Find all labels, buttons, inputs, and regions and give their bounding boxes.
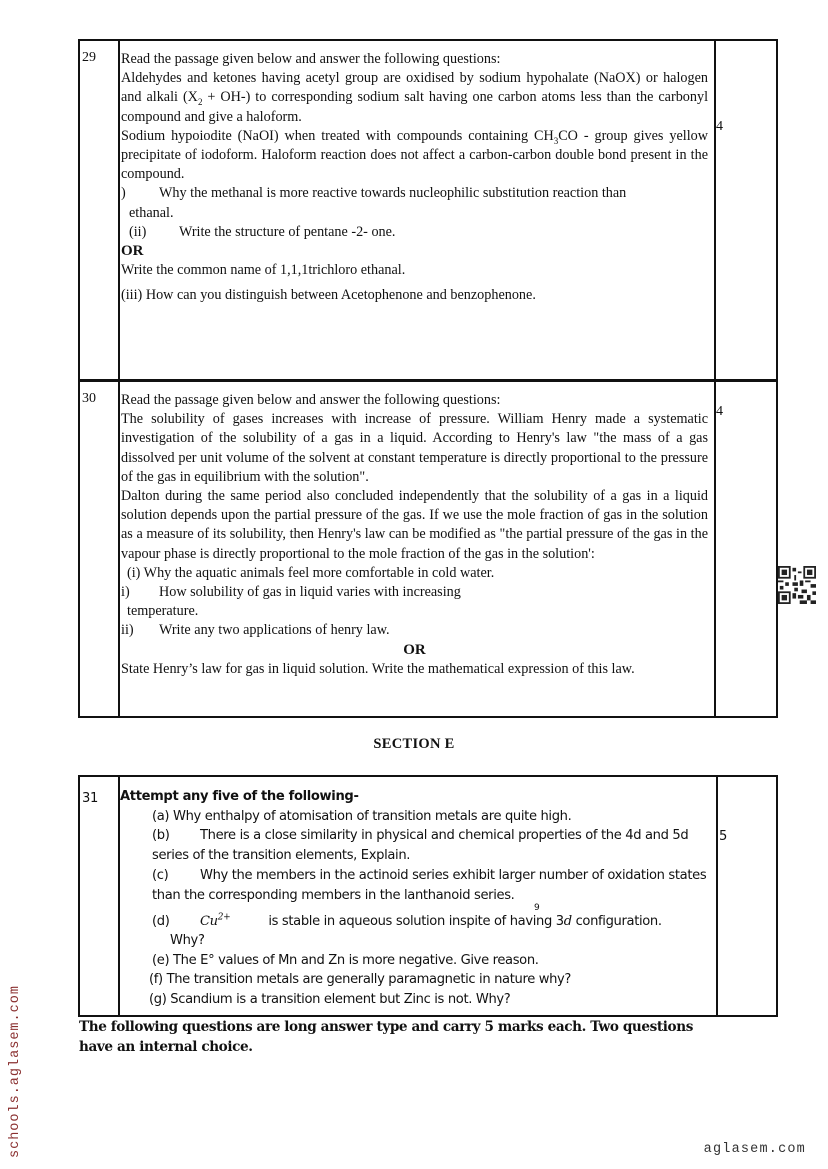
sub-question: (d) $Cu^{2+}$ is stable in aqueous solution inspite of having 3d configuration. bbox=[152, 912, 662, 929]
section-instructions: The following questions are long answer type and carry 5 marks each. Two questions have an internal choice. bbox=[79, 1019, 693, 1055]
sub-question: (i) Why the aquatic animals feel more comfortable in cold water. bbox=[127, 564, 495, 581]
passage-paragraph: Dalton during the same period also concluded independently that the solubility of a gas in a liquid solution depends upon the partial pressure of the gas. If we use the mole fraction of gas in the solution as a measure of its solubility, then Henry's law can be modified as "the partial pressure of the gas in the vapour phase is directly proportional to the mole fraction of the gas in the solution': bbox=[121, 488, 708, 562]
question-29-table bbox=[78, 39, 778, 381]
passage-paragraph: Sodium hypoiodite (NaOI) when treated with compounds containing $CH_3CO$ - group gives yellow precipitate of iodoform. Haloform reaction does not affect a carbon-carbon double bond present in the compound. bbox=[121, 127, 708, 183]
question-content bbox=[119, 381, 715, 717]
question-content bbox=[119, 776, 717, 1016]
sub-question-continued: ethanal. bbox=[129, 204, 174, 221]
qr-code-icon[interactable] bbox=[778, 566, 816, 604]
passage-intro: Read the passage given below and answer the following questions: bbox=[121, 51, 501, 67]
sub-question: ) Why the methanal is more reactive towards nucleophilic substitution reaction than bbox=[121, 185, 627, 202]
marks-cell bbox=[715, 381, 777, 717]
alternative-question: Write the common name of 1,1,1trichloro ethanal. bbox=[121, 262, 406, 279]
passage-paragraph: Aldehydes and ketones having acetyl group are oxidised by sodium hypohalate (NaOX) or halogen and alkali $(X_2 + OH-)$ to corresponding sodium salt having one carbon atoms less than the carbonyl compound and give a haloform. bbox=[121, 70, 709, 125]
watermark-right: aglasem.com bbox=[703, 1142, 806, 1157]
question-30-table bbox=[78, 380, 778, 718]
passage-intro: Read the passage given below and answer the following questions: bbox=[121, 392, 501, 408]
marks-cell bbox=[715, 40, 777, 380]
watermark-left: schools.aglasem.com bbox=[8, 985, 23, 1158]
passage-paragraph: The solubility of gases increases with increase of pressure. William Henry made a systematic investigation of the solubility of a gas in a liquid. According to Henry's law "the mass of a gas dissolved per unit volume of the solvent at constant temperature is directly proportional to the pressure of the gas in equilibrium with the solution". bbox=[121, 411, 708, 485]
page-number-superscript: 9 bbox=[534, 903, 540, 913]
or-separator: OR bbox=[121, 243, 144, 260]
copper-ion: Cu bbox=[200, 913, 218, 929]
question-intro: Attempt any five of the following- bbox=[120, 789, 359, 804]
or-separator: OR bbox=[403, 641, 426, 658]
sub-question: (f) The transition metals are generally paramagnetic in nature why? bbox=[149, 972, 572, 988]
question-number: 29 bbox=[79, 40, 119, 380]
sub-question: (b) There is a close similarity in physical and chemical properties of the 4d and 5d series of the transition elements, Explain. bbox=[152, 828, 689, 863]
section-heading: SECTION E bbox=[373, 736, 455, 752]
sub-question: (c) Why the members in the actinoid series exhibit larger number of oxidation states than the corresponding members in the lanthanoid series. bbox=[152, 868, 707, 903]
sub-question-continued: temperature. bbox=[127, 603, 199, 620]
question-31-table bbox=[78, 775, 778, 1017]
sub-question: (iii) How can you distinguish between Acetophenone and benzophenone. bbox=[121, 287, 536, 304]
sub-question: (g) Scandium is a transition element but Zinc is not. Why? bbox=[149, 991, 511, 1007]
sub-question: (a) Why enthalpy of atomisation of transition metals are quite high. bbox=[152, 808, 572, 824]
question-content bbox=[119, 40, 715, 380]
marks-value: 5 bbox=[719, 829, 727, 844]
marks-cell bbox=[717, 776, 777, 1016]
sub-question: i) How solubility of gas in liquid varies with increasing bbox=[121, 584, 461, 601]
sub-question: (ii) Write the structure of pentane -2- one. bbox=[129, 223, 396, 240]
sub-question: (e) The E° values of Mn and Zn is more negative. Give reason. bbox=[152, 952, 539, 968]
question-number: 30 bbox=[79, 381, 119, 717]
question-number: 31 bbox=[79, 776, 119, 1016]
sub-question: ii) Write any two applications of henry law. bbox=[121, 622, 390, 639]
alternative-question: State Henry’s law for gas in liquid solution. Write the mathematical expression of this law. bbox=[121, 660, 635, 677]
marks-value: 4 bbox=[716, 119, 723, 134]
sub-question-continued: Why? bbox=[170, 933, 205, 949]
marks-value: 4 bbox=[716, 404, 723, 419]
